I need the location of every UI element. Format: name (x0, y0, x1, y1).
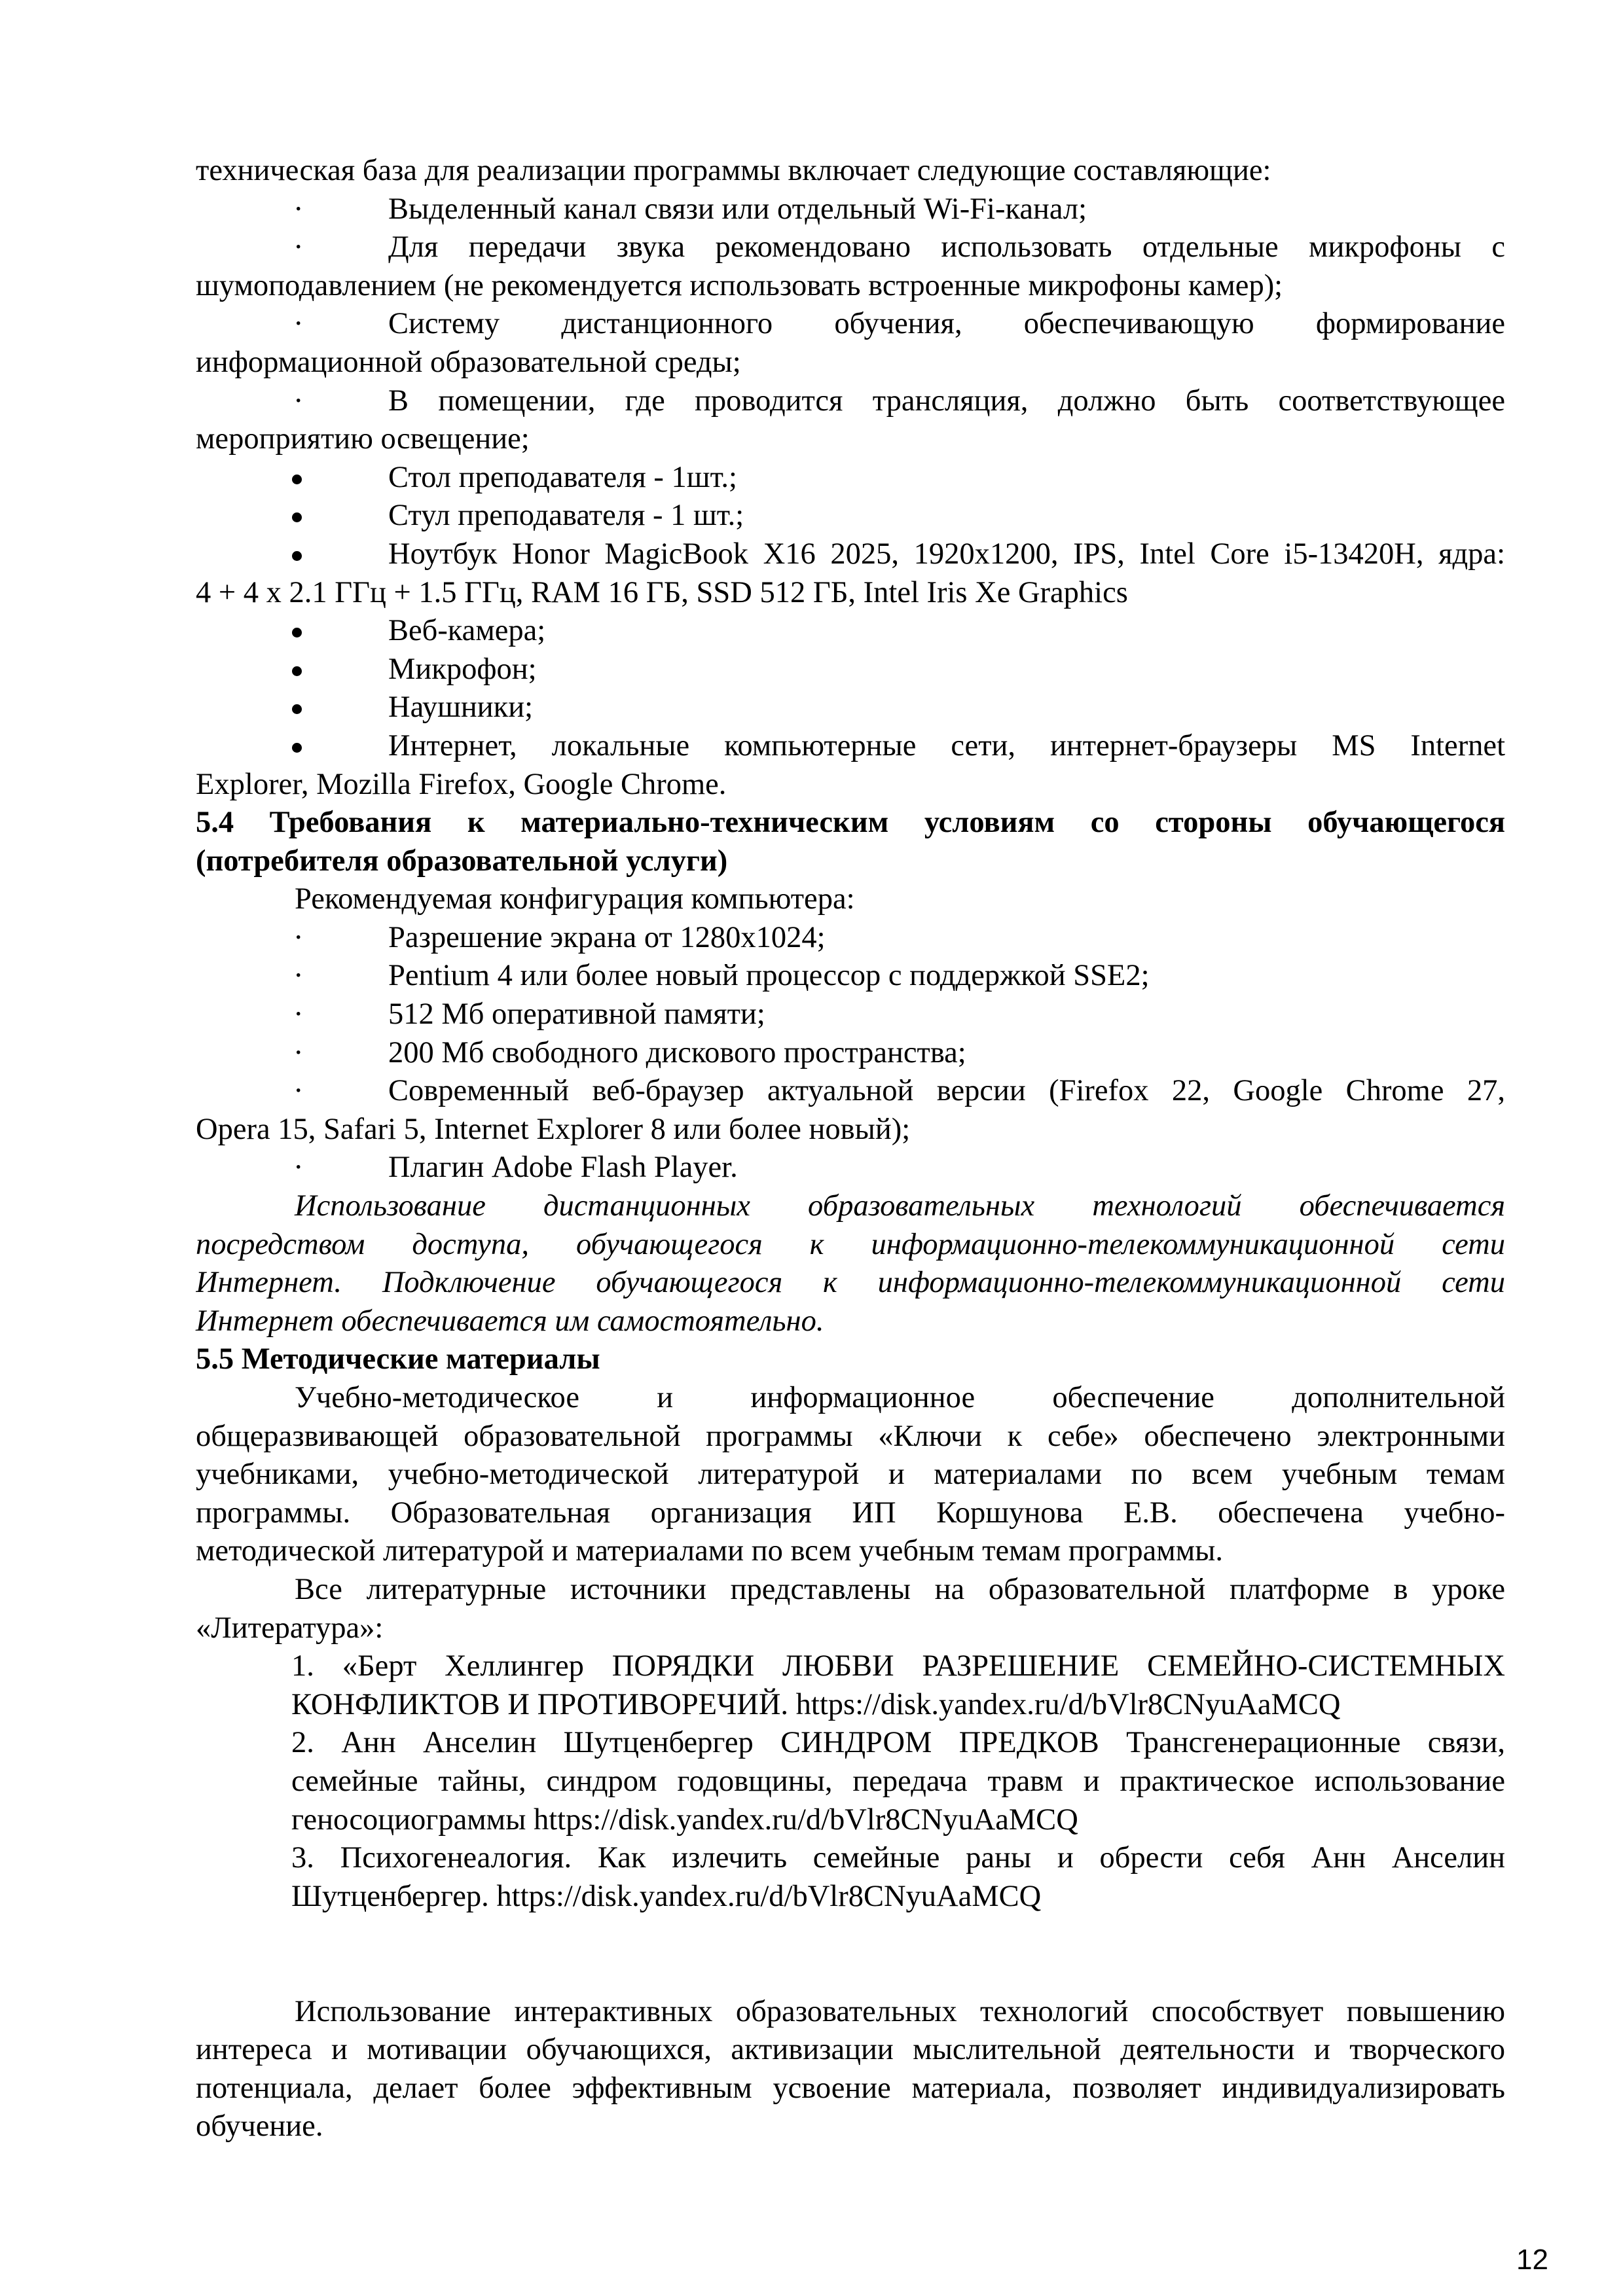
line-text: Шутценбергер. https://disk.yandex.ru/d/bVlr8CNyuAaMCQ (291, 1879, 1042, 1913)
bullet-item (196, 651, 1505, 689)
bullet-dot-icon: · (293, 1151, 304, 1185)
line-text: интереса и мотивации обучающихся, активизации мыслительной деятельности и творческого (196, 2033, 1505, 2067)
text-line (196, 420, 1505, 459)
text-line (196, 727, 1505, 766)
paragraph (196, 1571, 1505, 1647)
line-text: программы. Образовательная организация ИП Коршунова Е.В. обеспечена учебно- (196, 1496, 1505, 1530)
bullet-dot-icon: · (293, 959, 304, 993)
line-text: В помещении, где проводится трансляция, должно быть соответствующее (388, 384, 1505, 418)
text-line (196, 459, 1505, 497)
bullet-dot-icon: · (293, 230, 304, 264)
page-number: 12 (1516, 2244, 1548, 2276)
line-text: Стул преподавателя - 1 шт.; (388, 499, 744, 533)
text-line (196, 497, 1505, 535)
line-text: Выделенный канал связи или отдельный Wi-Fi-канал; (388, 192, 1087, 226)
reference-item (196, 1724, 1505, 1839)
text-line (196, 1340, 1505, 1379)
text-line (196, 228, 1505, 267)
text-line (196, 1532, 1505, 1571)
text-line (196, 1878, 1505, 1916)
line-text: Использование дистанционных образовательных технологий обеспечивается (295, 1189, 1505, 1223)
bullet-item (196, 1034, 1505, 1073)
text-line (196, 305, 1505, 344)
line-text: 3. Психогенеалогия. Как излечить семейные раны и обрести себя Анн Анселин (291, 1841, 1505, 1875)
text-line (196, 1418, 1505, 1456)
text-line (196, 382, 1505, 421)
line-text: общеразвивающей образовательной программы «Ключи к себе» обеспечено электронными (196, 1419, 1505, 1453)
section-heading (196, 804, 1505, 880)
paragraph (196, 1379, 1505, 1571)
text-line (196, 2070, 1505, 2108)
line-text: «Литература»: (196, 1611, 384, 1645)
line-text: Стол преподавателя - 1шт.; (388, 460, 737, 494)
italic-paragraph (196, 1187, 1505, 1340)
text-line (196, 1226, 1505, 1265)
line-text: учебниками, учебно-методической литературой и материалами по всем учебным темам (196, 1458, 1505, 1492)
bullet-item (196, 919, 1505, 958)
text-line (196, 574, 1505, 613)
line-text: Разрешение экрана от 1280x1024; (388, 920, 826, 954)
line-text: Opera 15, Safari 5, Internet Explorer 8 или более новый); (196, 1112, 911, 1146)
line-text: КОНФЛИКТОВ И ПРОТИВОРЕЧИЙ. https://disk.yandex.ru/d/bVlr8CNyuAaMCQ (291, 1687, 1341, 1721)
text-line (196, 612, 1505, 651)
text-line (196, 1149, 1505, 1187)
line-text: посредством доступа, обучающегося к информационно-телекоммуникационной сети (196, 1227, 1505, 1261)
text-line (196, 1111, 1505, 1149)
bullet-item (196, 382, 1505, 459)
line-text: методической литературой и материалами по всем учебным темам программы. (196, 1534, 1223, 1568)
line-text: Explorer, Mozilla Firefox, Google Chrome. (196, 767, 727, 801)
text-line (196, 957, 1505, 996)
text-line (196, 651, 1505, 689)
bullet-item (196, 1149, 1505, 1187)
blank-line (196, 1954, 1505, 1993)
line-text: Для передачи звука рекомендовано использовать отдельные микрофоны с (388, 230, 1505, 264)
text-line (196, 919, 1505, 958)
bullet-dot-icon: · (293, 307, 304, 341)
text-line (196, 1072, 1505, 1111)
bullet-disc-icon (292, 475, 302, 484)
text-line (196, 1379, 1505, 1418)
text-line (196, 344, 1505, 382)
bullet-item (196, 535, 1505, 612)
document-body (196, 152, 1505, 2146)
line-text: Микрофон; (388, 652, 537, 686)
line-text: 5.4 Требования к материально-техническим условиям со стороны обучающегося (196, 806, 1505, 840)
paragraph (196, 152, 1505, 190)
text-line (196, 1456, 1505, 1494)
line-text: Рекомендуемая конфигурация компьютера: (295, 882, 855, 916)
line-text: шумоподавлением (не рекомендуется использовать встроенные микрофоны камер); (196, 268, 1283, 302)
line-text: Использование интерактивных образовательных технологий способствует повышению (295, 1994, 1505, 2028)
text-line (196, 1801, 1505, 1840)
text-line (196, 535, 1505, 574)
bullet-disc-icon (292, 666, 302, 676)
line-text: мероприятию освещение; (196, 422, 530, 456)
line-text: 4 + 4 x 2.1 ГГц + 1.5 ГГц, RAM 16 ГБ, SSD 512 ГБ, Intel Iris Xe Graphics (196, 575, 1128, 609)
bullet-dot-icon: · (293, 997, 304, 1031)
paragraph (196, 880, 1505, 919)
text-line (196, 2108, 1505, 2146)
bullet-disc-icon (292, 743, 302, 753)
text-line (196, 1264, 1505, 1302)
line-text: 512 Мб оперативной памяти; (388, 997, 765, 1031)
reference-item (196, 1839, 1505, 1916)
line-text: Интернет, локальные компьютерные сети, интернет-браузеры MS Internet (388, 728, 1505, 762)
line-text: Современный веб-браузер актуальной версии (Firefox 22, Google Chrome 27, (388, 1074, 1505, 1108)
line-text: геносоциограммы https://disk.yandex.ru/d/bVlr8CNyuAaMCQ (291, 1803, 1078, 1837)
bullet-dot-icon: · (293, 192, 304, 226)
text-line (196, 1302, 1505, 1341)
line-text: Pentium 4 или более новый процессор с поддержкой SSE2; (388, 959, 1150, 993)
text-line (196, 689, 1505, 727)
text-line (196, 1571, 1505, 1609)
text-line (196, 2031, 1505, 2070)
bullet-dot-icon: · (293, 1035, 304, 1069)
line-text: информационной образовательной среды; (196, 345, 741, 379)
text-line (196, 1993, 1505, 2032)
bullet-dot-icon: · (293, 384, 304, 418)
line-text: (потребителя образовательной услуги) (196, 844, 728, 878)
bullet-item (196, 190, 1505, 229)
bullet-item (196, 996, 1505, 1034)
text-line (196, 880, 1505, 919)
text-line (196, 1686, 1505, 1725)
line-text: 2. Анн Анселин Шутценбергер СИНДРОМ ПРЕДКОВ Трансгенерационные связи, (291, 1726, 1505, 1760)
text-line (196, 1494, 1505, 1533)
text-line (196, 804, 1505, 842)
section-heading (196, 1340, 1505, 1379)
text-line (196, 267, 1505, 306)
line-text: Веб-камера; (388, 614, 546, 648)
text-line (196, 1647, 1505, 1686)
line-text: Плагин Adobe Flash Player. (388, 1151, 738, 1185)
line-text: потенциала, делает более эффективным усвоение материала, позволяет индивидуализировать (196, 2071, 1505, 2105)
bullet-item (196, 459, 1505, 497)
line-text: Наушники; (388, 691, 534, 725)
text-line (196, 152, 1505, 190)
reference-item (196, 1647, 1505, 1724)
text-line (196, 190, 1505, 229)
bullet-item (196, 612, 1505, 651)
line-text: Интернет обеспечивается им самостоятельно. (196, 1304, 824, 1338)
line-text: Ноутбук Honor MagicBook X16 2025, 1920x1200, IPS, Intel Core i5-13420H, ядра: (388, 537, 1505, 571)
line-text: Все литературные источники представлены на образовательной платформе в уроке (295, 1572, 1505, 1606)
blank-line (196, 1916, 1505, 1954)
line-text: Интернет. Подключение обучающегося к информационно-телекоммуникационной сети (196, 1266, 1505, 1300)
text-line (196, 1187, 1505, 1226)
line-text: обучение. (196, 2109, 323, 2144)
paragraph (196, 1993, 1505, 2146)
line-text: 5.5 Методические материалы (196, 1342, 600, 1376)
text-line (196, 1034, 1505, 1073)
bullet-item (196, 228, 1505, 305)
text-line (196, 842, 1505, 881)
bullet-item (196, 497, 1505, 535)
bullet-disc-icon (292, 551, 302, 561)
bullet-item (196, 305, 1505, 382)
bullet-item (196, 727, 1505, 804)
text-line (196, 1839, 1505, 1878)
bullet-dot-icon: · (293, 920, 304, 954)
text-line (196, 996, 1505, 1034)
line-text: Систему дистанционного обучения, обеспечивающую формирование (388, 307, 1505, 341)
line-text: 1. «Берт Хеллингер ПОРЯДКИ ЛЮБВИ РАЗРЕШЕНИЕ СЕМЕЙНО-СИСТЕМНЫХ (291, 1649, 1505, 1683)
line-text: семейные тайны, синдром годовщины, передача травм и практическое использование (291, 1764, 1505, 1798)
line-text: 200 Мб свободного дискового пространства; (388, 1035, 966, 1069)
bullet-item (196, 957, 1505, 996)
text-line (196, 1609, 1505, 1648)
text-line (196, 1763, 1505, 1801)
text-line (196, 766, 1505, 804)
line-text: Учебно-методическое и информационное обеспечение дополнительной (295, 1381, 1505, 1414)
line-text: техническая база для реализации программы включает следующие составляющие: (196, 154, 1271, 187)
text-line (196, 1724, 1505, 1763)
bullet-dot-icon: · (293, 1074, 304, 1108)
bullet-item (196, 689, 1505, 727)
bullet-item (196, 1072, 1505, 1149)
